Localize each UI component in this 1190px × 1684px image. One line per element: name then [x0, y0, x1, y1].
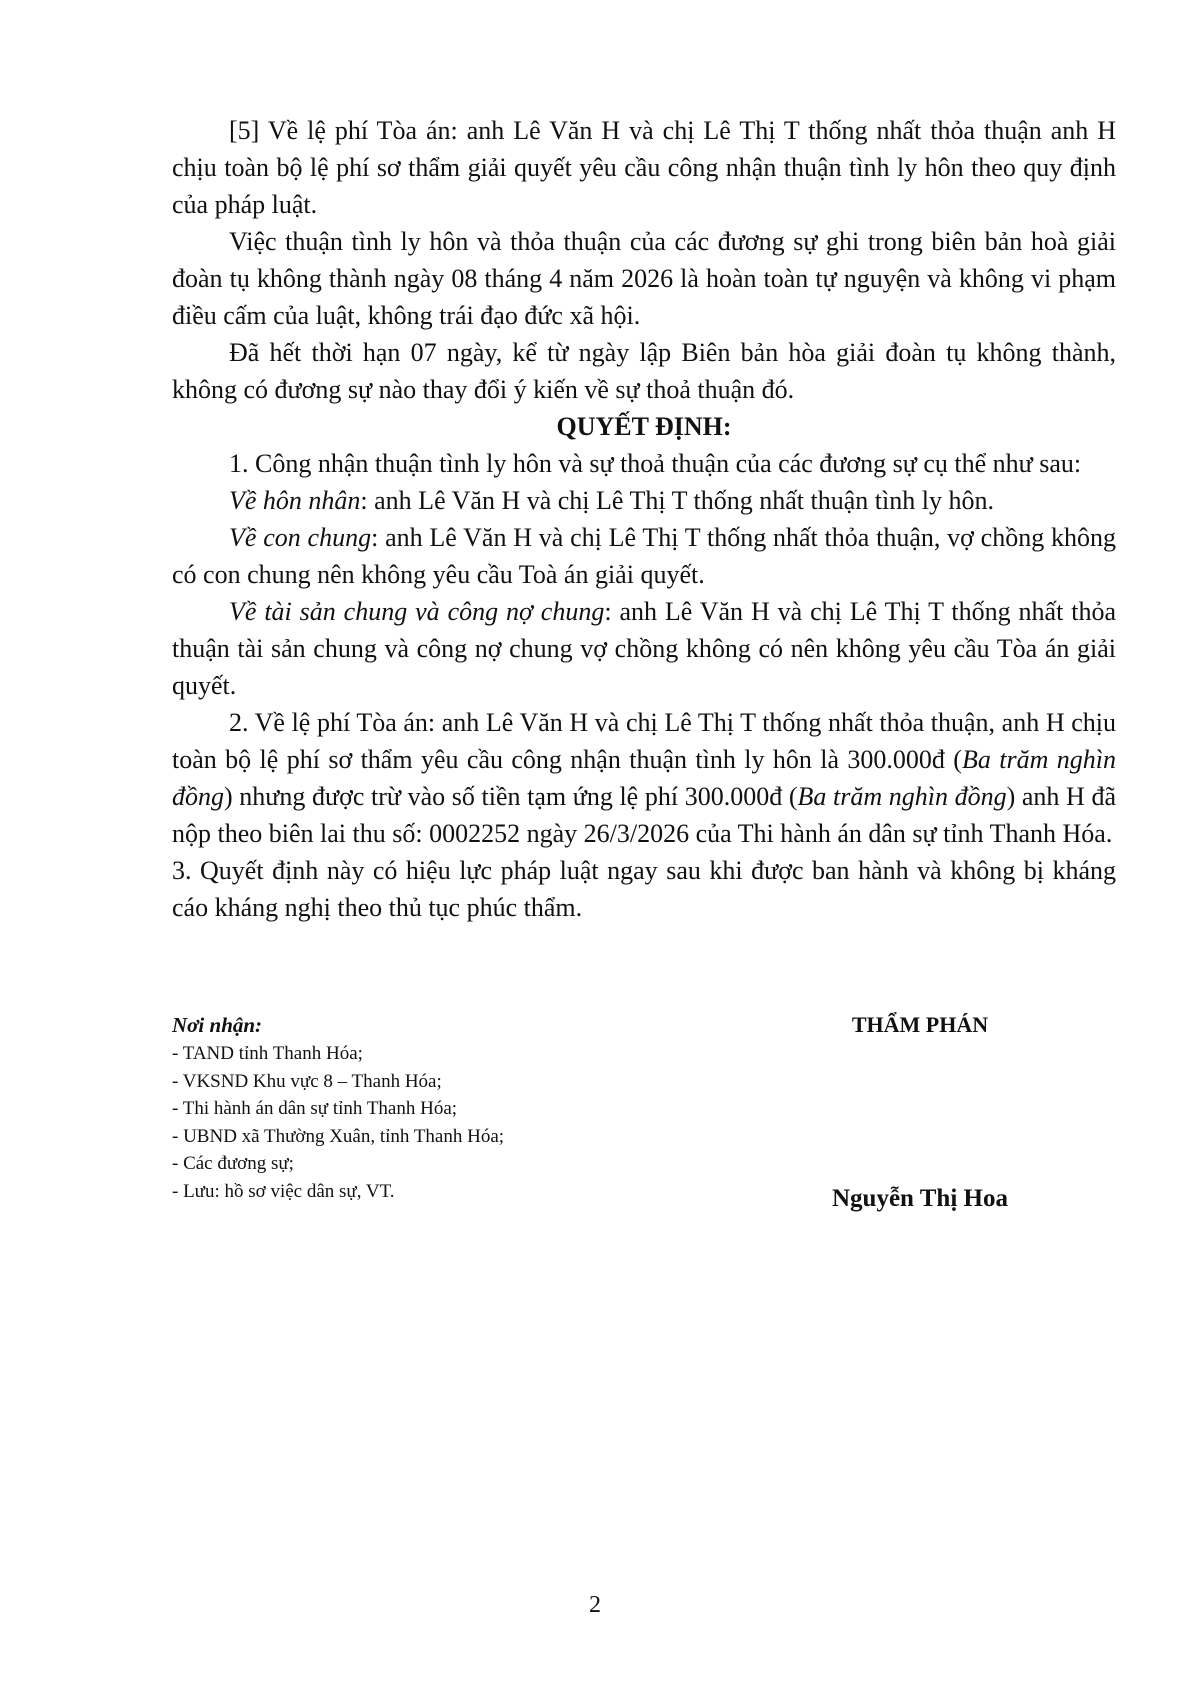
- children-text: : anh Lê Văn H và chị Lê Thị T thống nhất thỏa thuận, vợ chồng không có con chung nên không yêu cầu Toà án giải quyết.: [172, 523, 1116, 589]
- property-label: Về tài sản chung và công nợ chung: [229, 597, 605, 626]
- marriage-label: Về hôn nhân: [229, 486, 361, 515]
- signer-name: Nguyễn Thị Hoa: [832, 1185, 1008, 1212]
- decision-children: [172, 519, 1116, 593]
- property-text: : anh Lê Văn H và chị Lê Thị T thống nhất thỏa thuận tài sản chung và công nợ chung vợ chồng không có nên không yêu cầu Tòa án giải quyết.: [172, 597, 1116, 700]
- decision-item-1: 1. Công nhận thuận tình ly hôn và sự thoả thuận của các đương sự cụ thể như sau:: [229, 449, 1082, 478]
- recipient-item: - Thi hành án dân sự tỉnh Thanh Hóa;: [172, 1098, 458, 1119]
- item2-text-b: ) nhưng được trừ vào số tiền tạm ứng lệ phí 300.000đ (: [224, 782, 798, 811]
- recipients-list: [172, 1040, 732, 1205]
- recipients-block: [172, 1010, 732, 1205]
- document-body: [172, 112, 1116, 926]
- item2-amount-words-1: Ba trăm nghìn đồng: [172, 745, 1116, 811]
- recipient-item: - UBND xã Thường Xuân, tỉnh Thanh Hóa;: [172, 1125, 505, 1147]
- item2-text-a: 2. Về lệ phí Tòa án: anh Lê Văn H và chị Lê Thị T thống nhất thỏa thuận, anh H chịu toàn bộ lệ phí sơ thẩm yêu cầu công nhận thuận tình ly hôn là 300.000đ (: [172, 708, 1116, 774]
- page-number: 2: [589, 1592, 601, 1618]
- item2-amount-words-2: Ba trăm nghìn đồng: [797, 782, 1007, 811]
- marriage-text: : anh Lê Văn H và chị Lê Thị T thống nhất thuận tình ly hôn.: [360, 486, 994, 515]
- paragraph-voluntary-agreement: Việc thuận tình ly hôn và thỏa thuận của các đương sự ghi trong biên bản hoà giải đoàn tụ không thành ngày 08 tháng 4 năm 2026 là hoàn toàn tự nguyện và không vi phạm điều cấm của luật, không trái đạo đức xã hội.: [172, 227, 1116, 330]
- recipient-item: - Các đương sự;: [172, 1153, 294, 1174]
- recipients-label: Nơi nhận:: [172, 1013, 263, 1037]
- paragraph-court-fee: [5] Về lệ phí Tòa án: anh Lê Văn H và chị Lê Thị T thống nhất thỏa thuận anh H chịu toàn bộ lệ phí sơ thẩm giải quyết yêu cầu công nhận thuận tình ly hôn theo quy định của pháp luật.: [172, 116, 1116, 219]
- decision-item-3: 3. Quyết định này có hiệu lực pháp luật ngay sau khi được ban hành và không bị kháng cáo kháng nghị theo thủ tục phúc thẩm.: [172, 856, 1116, 922]
- signature-block: [740, 1010, 1100, 1212]
- recipient-item: - Lưu: hồ sơ việc dân sự, VT.: [172, 1180, 395, 1202]
- children-label: Về con chung: [229, 523, 372, 552]
- decision-heading: QUYẾT ĐỊNH:: [556, 412, 732, 441]
- signer-title: THẨM PHÁN: [851, 1012, 989, 1037]
- decision-marriage: [172, 482, 1116, 519]
- item2-text-c: ) anh H đã nộp theo biên lai thu số: 0002252 ngày 26/3/2026 của Thi hành án dân sự tỉnh Thanh Hóa.: [172, 782, 1117, 848]
- decision-property: [172, 593, 1116, 704]
- recipient-item: - VKSND Khu vực 8 – Thanh Hóa;: [172, 1070, 442, 1092]
- decision-item-2: [172, 704, 1116, 852]
- recipient-item: - TAND tỉnh Thanh Hóa;: [172, 1043, 363, 1064]
- paragraph-deadline: Đã hết thời hạn 07 ngày, kể từ ngày lập Biên bản hòa giải đoàn tụ không thành, không có đương sự nào thay đổi ý kiến về sự thoả thuận đó.: [172, 338, 1116, 404]
